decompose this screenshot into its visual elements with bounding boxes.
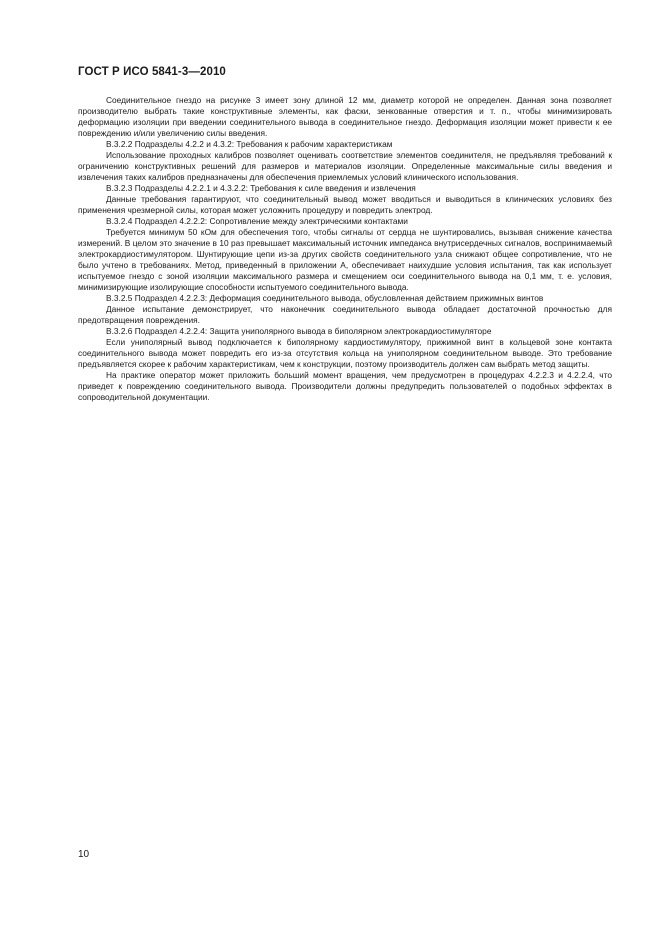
paragraph: Данное испытание демонстрирует, что наконечник соединительного вывода обладает достаточной прочностью для предотвращения повреждения.: [78, 304, 612, 325]
paragraph: Если униполярный вывод подключается к биполярному кардиостимулятору, прижимной винт в кольцевой зоне контакта соединительного вывода может повредить его из-за отсутствия кольца на униполярном соединительном выводе. Это требование предъявляется скорее к рабочим характеристикам, чем к конструкции, поэтому производитель должен сам выбрать метод защиты.: [78, 337, 612, 369]
section-heading: В.3.2.5 Подраздел 4.2.2.3: Деформация соединительного вывода, обусловленная действием прижимных винтов: [106, 293, 544, 303]
paragraph: Данные требования гарантируют, что соединительный вывод может вводиться и выводиться в клинических условиях без применения чрезмерной силы, которая может усложнить процедуру и повредить электрод.: [78, 194, 612, 215]
page-number: 10: [78, 849, 90, 860]
section-heading: В.3.2.6 Подраздел 4.2.2.4: Защита униполярного вывода в биполярном электрокардиостимуляторе: [106, 326, 492, 336]
section-heading: В.3.2.3 Подразделы 4.2.2.1 и 4.3.2.2: Требования к силе введения и извлечения: [106, 183, 416, 193]
section-heading: В.3.2.4 Подраздел 4.2.2.2: Сопротивление между электрическими контактами: [106, 216, 408, 226]
paragraph: Соединительное гнездо на рисунке 3 имеет зону длиной 12 мм, диаметр которой не определен. Данная зона позволяет производителю выбрать такие конструктивные элементы, как фаски, зенкованные отверстия и т. п., чтобы минимизировать деформацию изоляции при введении соединительного вывода в соединительное гнездо. Деформация изоляции может привести к ее повреждению и/или увеличению силы введения.: [78, 95, 612, 138]
document-body: [78, 95, 612, 403]
section-heading: В.3.2.2 Подразделы 4.2.2 и 4.3.2: Требования к рабочим характеристикам: [106, 139, 393, 149]
paragraph: Требуется минимум 50 кОм для обеспечения того, чтобы сигналы от сердца не шунтировались, вызывая снижение качества измерений. В целом это значение в 10 раз превышает максимальный источник импеданса внутрисердечных сигналов, воспринимаемый электрокардиостимулятором. Шунтирующие цепи из-за других свойств соединительного узла снижают общее сопротивление, что не было учтено в требованиях. Метод, приведенный в приложении А, обеспечивает наихудшие условия испытания, так как использует испытуемое гнездо с зоной изоляции максимального размера и смещением оси соединительного вывода на 0,1 мм, т. е. условия, минимизирующие изолирующие способности испытуемого соединительного вывода.: [78, 227, 612, 292]
paragraph: На практике оператор может приложить больший момент вращения, чем предусмотрен в процедурах 4.2.2.3 и 4.2.2.4, что приведет к повреждению соединительного вывода. Производители должны предупредить пользователей о подобных эффектах в сопроводительной документации.: [78, 370, 612, 402]
document-header: ГОСТ Р ИСО 5841-3—2010: [78, 66, 226, 78]
paragraph: Использование проходных калибров позволяет оценивать соответствие элементов соединителя, не предъявляя требований к ограничению конструктивных решений для размеров и материалов изоляции. Определенные максимальные силы введения и извлечения таких калибров предназначены для обеспечения приемлемых условий клинического использования.: [78, 150, 612, 182]
